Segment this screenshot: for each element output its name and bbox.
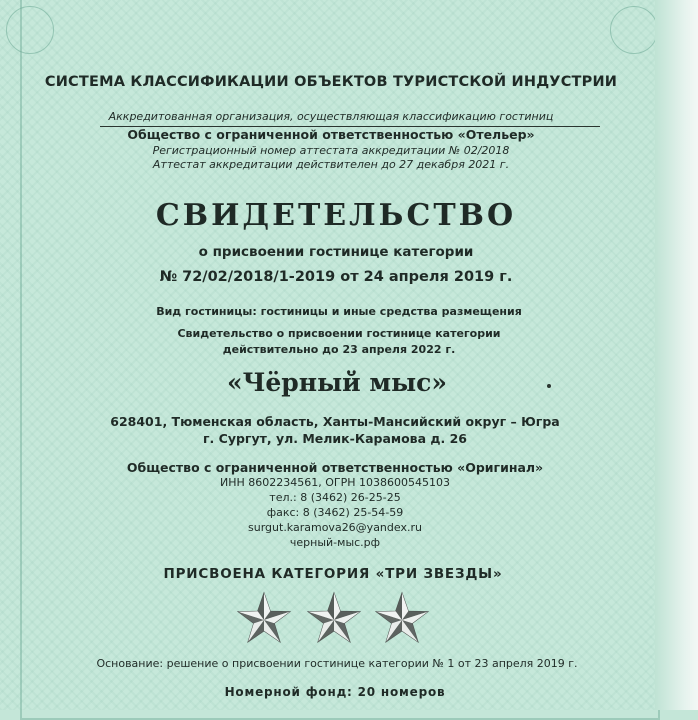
system-title: СИСТЕМА КЛАССИФИКАЦИИ ОБЪЕКТОВ ТУРИСТСКОЙ ИНДУСТРИИ <box>44 74 618 90</box>
hotel-type: Вид гостиницы: гостиницы и иные средства размещения <box>156 305 522 318</box>
hotel-name: «Чёрный мыс» <box>226 368 448 397</box>
certificate-validity-line2: действительно до 23 апреля 2022 г. <box>222 343 456 356</box>
website: черный-мыс.рф <box>289 536 381 549</box>
room-count: Номерной фонд: 20 номеров <box>224 685 446 699</box>
star-icon <box>308 593 359 642</box>
corner-ornament <box>6 6 54 54</box>
star-icon <box>376 593 427 642</box>
star-icon <box>238 593 289 642</box>
certificate-number: № 72/02/2018/1-2019 от 24 апреля 2019 г. <box>159 269 513 285</box>
certificate-subtitle: о присвоении гостинице категории <box>198 244 474 260</box>
inn-ogrn: ИНН 8602234561, ОГРН 1038600545103 <box>220 476 450 489</box>
scan-speck <box>547 384 551 388</box>
accredited-organization: Общество с ограниченной ответственностью «Отельер» <box>127 127 535 142</box>
email: surgut.karamova26@yandex.ru <box>248 521 422 534</box>
category-label: ПРИСВОЕНА КАТЕГОРИЯ «ТРИ ЗВЕЗДЫ» <box>163 566 503 582</box>
accreditation-validity: Аттестат аккредитации действителен до 27 декабря 2021 г. <box>152 158 510 171</box>
certificate-validity-line1: Свидетельство о присвоении гостинице категории <box>177 327 501 340</box>
star-rating <box>232 590 432 648</box>
hotel-address-line1: 628401, Тюменская область, Ханты-Мансийский округ – Югра <box>110 414 560 429</box>
hotel-address-line2: г. Сургут, ул. Мелик-Карамова д. 26 <box>203 431 467 446</box>
fax: факс: 8 (3462) 25-54-59 <box>266 506 404 519</box>
registration-number: Регистрационный номер аттестата аккредитации № 02/2018 <box>152 144 510 157</box>
certificate-title: СВИДЕТЕЛЬСТВО <box>155 198 517 233</box>
phone: тел.: 8 (3462) 26-25-25 <box>269 491 401 504</box>
corner-ornament <box>610 6 658 54</box>
decision-basis: Основание: решение о присвоении гостинице категории № 1 от 23 апреля 2019 г. <box>96 657 578 670</box>
owner-organization: Общество с ограниченной ответственностью «Оригинал» <box>126 460 544 475</box>
accreditation-label: Аккредитованная организация, осуществляющая классификацию гостиниц <box>108 110 554 123</box>
